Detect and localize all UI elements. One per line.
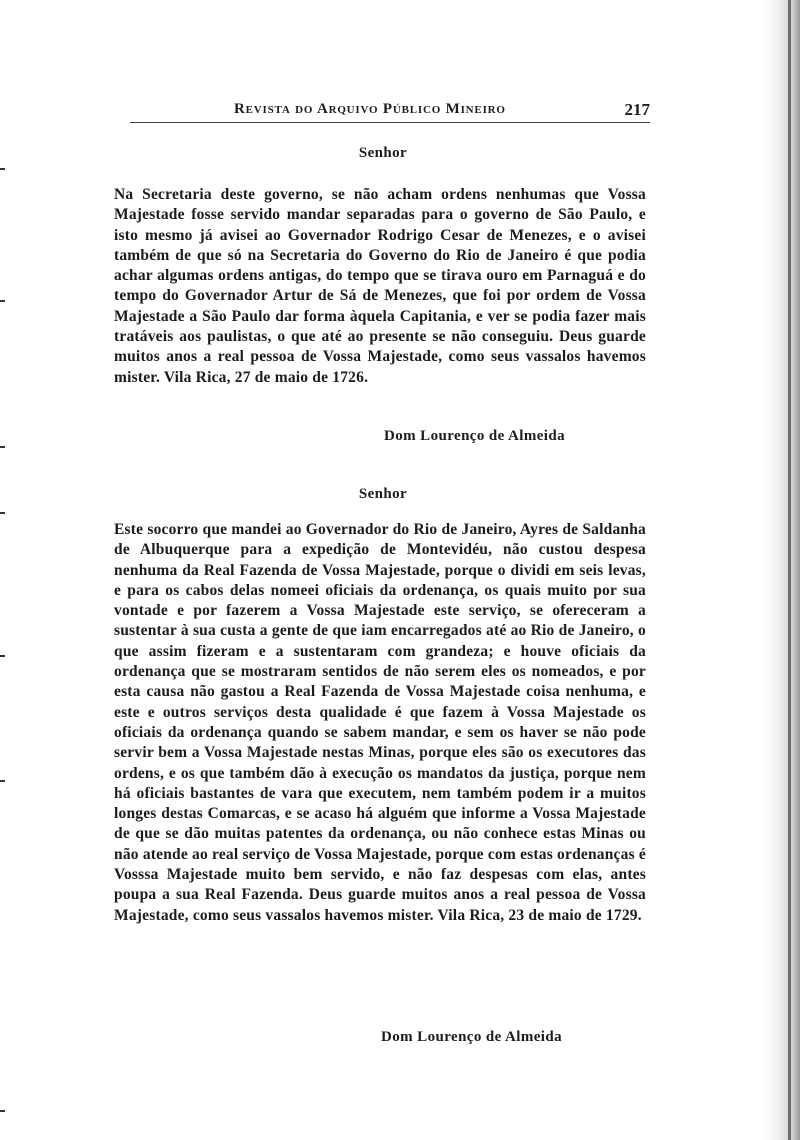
journal-title: Revista do Arquivo Público Mineiro [230,101,510,118]
page-edge-marks [0,0,8,1140]
letter-2-signature: Dom Lourenço de Almeida [381,1029,563,1045]
letter-1-signature: Dom Lourenço de Almeida [384,428,566,444]
header-rule [130,122,650,123]
letter-1-salutation: Senhor [358,145,408,161]
letter-2-salutation: Senhor [358,486,408,502]
letter-2-body: Este socorro que mandei ao Governador do Rio de Janeiro, Ayres de Saldanha de Albuquerque para a expedição de Montevidéu, não custou despesa nenhuma da Real Fazenda de Vossa Majestade, porque o dividi em seis levas, e para os cabos delas nomeei oficiais da ordenança, os quais muito por sua vontade e por fazerem a Vossa Majestade este serviço, se ofereceram a sustentar à sua custa a gente de que iam encarregados até ao Rio de Janeiro, o que assim fizeram e a sustentaram com grandeza; e houve oficiais da ordenança que se mostraram sentidos de não serem eles os nomeados, e por esta causa não gastou a Real Fazenda de Vossa Majestade coisa nenhuma, e este e outros serviços desta qualidade é que fazem à Vossa Majestade os oficiais da ordenança quando se sabem mandar, e sem os haver se não pode servir bem a Vossa Majestade nestas Minas, porque eles são os executores das ordens, e os que também dão à execução os mandatos da justiça, porque nem há oficiais bastantes de vara que executem, nem também podem ir a muitos longes destas Comarcas, e se acaso há alguém que informe a Vossa Majestade de que se dão muitas patentes da ordenança, ou não conhece estas Minas ou não atende ao real serviço de Vossa Majestade, porque com estas ordenanças é Vosssa Majestade muito bem servido, e não faz despesas com elas, antes poupa a sua Real Fazenda. Deus guarde muitos anos a real pessoa de Vossa Majestade, como seus vassalos havemos mister. Vila Rica, 23 de maio de 1729. [114,521,646,924]
page-binding-shadow [764,0,800,1140]
running-header [130,96,650,126]
page-number: 217 [619,100,651,120]
letter-1-body: Na Secretaria deste governo, se não acham ordens nenhumas que Vossa Majestade fosse servido mandar separadas para o governo de São Paulo, e isto mesmo já avisei ao Governador Rodrigo Cesar de Menezes, e o avisei também de que só na Secretaria do Governo do Rio de Janeiro é que podia achar algumas ordens antigas, do tempo que se tirava ouro em Parnaguá e do tempo do Governador Artur de Sá de Menezes, que foi por ordem de Vossa Majestade a São Paulo dar forma àquela Capitania, e ver se podia fazer mais tratáveis aos paulistas, o que até ao presente se não conseguiu. Deus guarde muitos anos a real pessoa de Vossa Majestade, como seus vassalos havemos mister. Vila Rica, 27 de maio de 1726. [114,186,646,386]
